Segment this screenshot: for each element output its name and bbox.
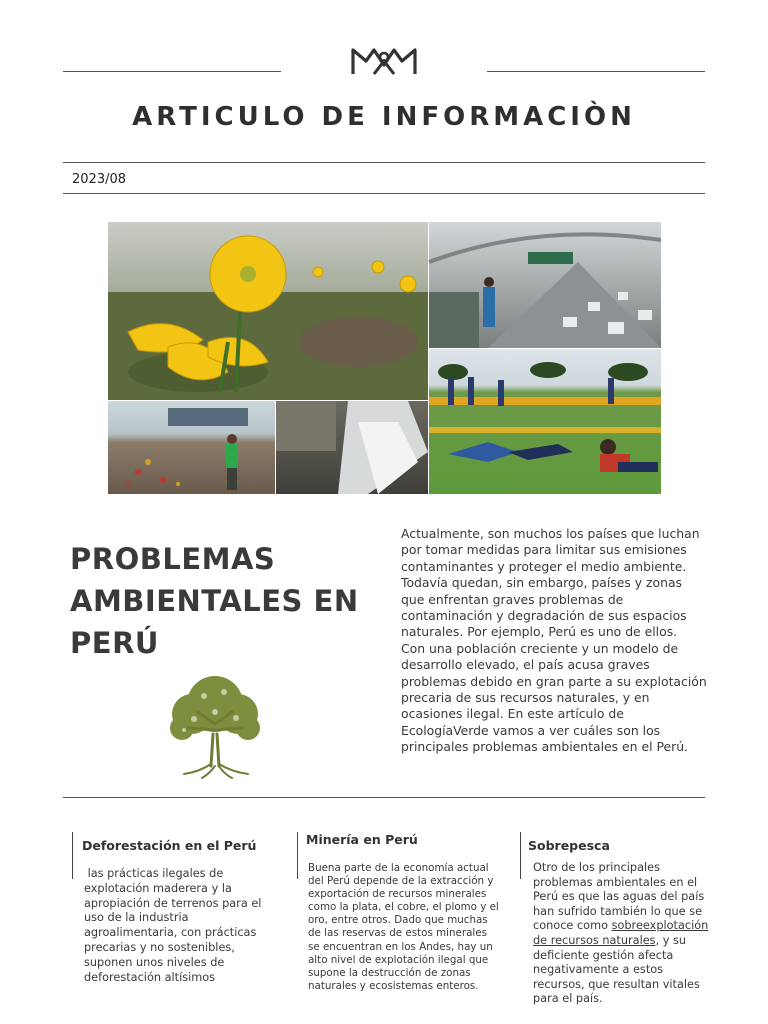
column-accent-bar xyxy=(297,832,298,879)
header-rule-left xyxy=(63,71,281,72)
park-people-lawn-photo xyxy=(429,349,661,494)
column-body-text: , y su deficiente gestión afecta negativamente a estos recursos, que resultan vitales para el país. xyxy=(533,933,700,1006)
column-title-deforestacion: Deforestación en el Perú xyxy=(82,838,257,853)
article-title-line: PROBLEMAS xyxy=(70,542,276,576)
intro-paragraph: Con una población creciente y un modelo de desarrollo elevado, el país acusa graves problemas debido en gran parte a su explotación precaria de sus recursos naturales, y en ocasiones ilegal. En este artículo de EcologíaVerde vamos a ver cuáles son los principales problemas ambientales en el Perú. xyxy=(401,640,707,755)
photo-collage xyxy=(108,222,661,494)
tree-of-life-icon xyxy=(164,674,266,780)
overexploitation-link[interactable]: sobreexplotación de recursos naturales xyxy=(533,919,709,947)
street-sweeper-traffic-photo xyxy=(429,222,661,348)
intro-paragraph: Actualmente, son muchos los países que luchan por tomar medidas para limitar sus emisiones contaminantes y proteger el medio ambiente. Todavía quedan, sin embargo, países y zonas que enfrentan graves problemas de contaminación y degradación de sus espacios naturales. Por ejemplo, Perú es uno de ellos. xyxy=(401,526,700,640)
article-title-line: PERÚ xyxy=(70,626,159,660)
intro-text xyxy=(401,526,709,756)
title-rule-top xyxy=(63,162,705,163)
column-accent-bar xyxy=(520,832,521,879)
column-title-mineria: Minería en Perú xyxy=(306,832,418,847)
column-accent-bar xyxy=(72,832,73,879)
column-body-deforestacion: las prácticas ilegales de explotación maderera y la apropiación de terrenos para el uso de la industria agroalimentaria, con prácticas precarias y no sostenibles, suponen unos niveles de deforestación altísimos xyxy=(84,867,266,984)
column-body-text: Otro de los principales problemas ambientales en el Perú es que las aguas del país han sufrido también lo que se conoce como xyxy=(533,861,705,933)
yellow-flowers-photo xyxy=(108,222,428,400)
column-body-mineria: Buena parte de la economía actual del Perú depende de la extracción y exportación de recursos minerales como la plata, el cobre, el plomo y el oro, entre otros. Dado que muchas de las reservas de estos minerales se encuentran en los Andes, hay un alto nivel de explotación ilegal que supone la destrucción de zonas naturales y ecosistemas enteros. xyxy=(308,862,499,992)
header-rule-right xyxy=(487,71,705,72)
polluted-beach-photo xyxy=(108,401,275,494)
page-title: ARTICULO DE INFORMACIÒN xyxy=(132,102,636,132)
article-title xyxy=(70,538,380,664)
column-title-sobrepesca: Sobrepesca xyxy=(528,838,610,853)
article-title-line: AMBIENTALES EN xyxy=(70,584,359,618)
waterfall-dam-photo xyxy=(276,401,428,494)
mountain-monogram-icon xyxy=(350,43,418,77)
title-rule-bottom xyxy=(63,193,705,194)
column-body-sobrepesca xyxy=(533,861,713,1007)
issue-date: 2023/08 xyxy=(72,172,127,187)
section-divider xyxy=(63,797,705,798)
